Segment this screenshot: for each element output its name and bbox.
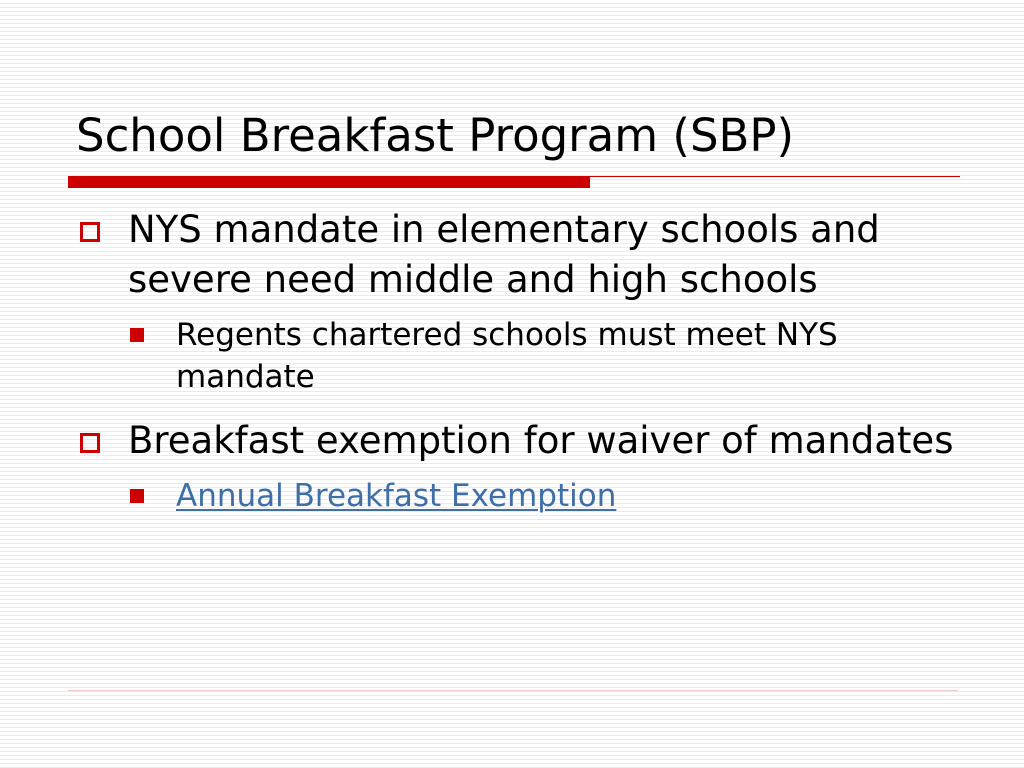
hollow-square-bullet-icon bbox=[80, 222, 100, 242]
filled-square-bullet-icon bbox=[130, 489, 144, 503]
bullet-list bbox=[78, 205, 958, 517]
bullet-item bbox=[78, 205, 958, 305]
sub-bullet-text: Regents chartered schools must meet NYS mandate bbox=[176, 317, 838, 395]
bullet-text: Breakfast exemption for waiver of mandates bbox=[128, 419, 954, 462]
footer-divider bbox=[68, 690, 958, 691]
title-underline-thick bbox=[68, 176, 590, 188]
annual-breakfast-exemption-link[interactable]: Annual Breakfast Exemption bbox=[176, 478, 617, 514]
filled-square-bullet-icon bbox=[130, 328, 144, 342]
slide-title: School Breakfast Program (SBP) bbox=[76, 109, 795, 162]
bullet-item bbox=[78, 416, 958, 466]
hollow-square-bullet-icon bbox=[80, 433, 100, 453]
sub-bullet-item bbox=[78, 314, 958, 398]
sub-bullet-item bbox=[78, 475, 958, 517]
title-underline-thin bbox=[590, 176, 960, 177]
bullet-text: NYS mandate in elementary schools and severe need middle and high schools bbox=[128, 208, 880, 301]
